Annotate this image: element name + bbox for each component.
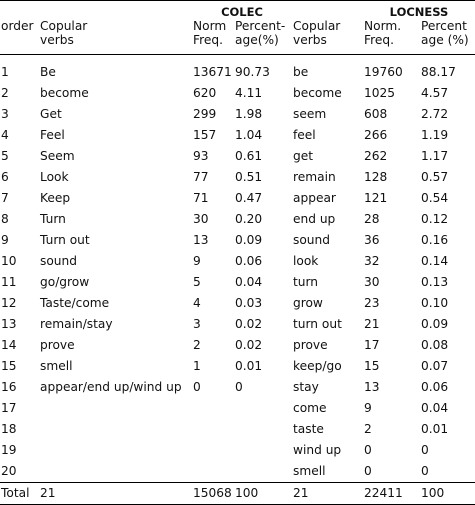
header-norm-freq-locness-line2: Freq. xyxy=(364,32,394,47)
cell-norm-freq-colec: 77 xyxy=(193,169,209,184)
cell-copular-verb-colec: appear/end up/wind up xyxy=(40,379,182,394)
cell-order: 10 xyxy=(1,253,17,268)
table-row xyxy=(0,83,475,104)
cell-norm-freq-locness: 266 xyxy=(364,127,388,142)
cell-copular-verb-colec: Seem xyxy=(40,148,75,163)
cell-order: 18 xyxy=(1,421,17,436)
cell-copular-verb-colec xyxy=(39,398,192,419)
cell-norm-freq-locness: 21 xyxy=(364,316,380,331)
cell-copular-verb-locness: turn xyxy=(293,274,319,289)
cell-percentage-locness: 0.07 xyxy=(421,358,449,373)
table-row xyxy=(0,104,475,125)
cell-copular-verb-colec: become xyxy=(40,85,89,100)
cell-norm-freq-colec: 299 xyxy=(193,106,217,121)
cell-copular-verb-colec: go/grow xyxy=(40,274,90,289)
cell-order: 9 xyxy=(1,232,9,247)
cell-percentage-colec: 0.51 xyxy=(235,169,263,184)
cell-copular-verb-locness: end up xyxy=(293,211,336,226)
group-header-colec: COLEC xyxy=(221,5,263,19)
cell-copular-verb-locness: sound xyxy=(293,232,330,247)
cell-order: 6 xyxy=(1,169,9,184)
cell-norm-freq-locness: 13 xyxy=(364,379,380,394)
cell-copular-verb-colec: Turn out xyxy=(40,232,90,247)
group-spacer-verb xyxy=(39,1,192,20)
cell-order: 8 xyxy=(1,211,9,226)
header-copular-verbs-locness xyxy=(292,20,363,55)
cell-percentage-locness: 0.10 xyxy=(421,295,449,310)
cell-norm-freq-locness: 2 xyxy=(364,421,372,436)
header-percentage-colec-line2: age(%) xyxy=(235,32,279,47)
cell-order: 15 xyxy=(1,358,17,373)
group-spacer-verb2 xyxy=(292,1,363,20)
table-footer xyxy=(0,483,475,505)
cell-copular-verb-locness: seem xyxy=(293,106,327,121)
cell-order: 17 xyxy=(1,400,17,415)
total-percentage-colec: 100 xyxy=(234,483,292,505)
cell-order: 20 xyxy=(1,463,17,478)
table-row xyxy=(0,167,475,188)
total-count-colec: 21 xyxy=(39,483,192,505)
total-label: Total xyxy=(0,483,39,505)
cell-norm-freq-locness: 262 xyxy=(364,148,388,163)
cell-norm-freq-colec: 9 xyxy=(193,253,201,268)
cell-percentage-colec: 90.73 xyxy=(235,64,270,79)
cell-order: 5 xyxy=(1,148,9,163)
table-row xyxy=(0,272,475,293)
table-row xyxy=(0,335,475,356)
cell-norm-freq-colec xyxy=(192,398,234,419)
table-row xyxy=(0,461,475,483)
cell-norm-freq-colec: 0 xyxy=(193,379,201,394)
table-row xyxy=(0,251,475,272)
cell-order: 4 xyxy=(1,127,9,142)
header-percentage-colec-line1: Percent- xyxy=(235,19,286,33)
cell-order: 14 xyxy=(1,337,17,352)
cell-norm-freq-locness: 23 xyxy=(364,295,380,310)
cell-percentage-colec: 0 xyxy=(235,379,243,394)
cell-percentage-colec: 0.02 xyxy=(235,337,263,352)
cell-norm-freq-colec: 157 xyxy=(193,127,217,142)
cell-norm-freq-colec: 5 xyxy=(193,274,201,289)
cell-norm-freq-locness: 17 xyxy=(364,337,380,352)
cell-norm-freq-locness: 9 xyxy=(364,400,372,415)
table-row xyxy=(0,125,475,146)
cell-percentage-colec: 0.61 xyxy=(235,148,263,163)
total-freq-colec: 15068 xyxy=(192,483,234,505)
cell-norm-freq-colec: 13 xyxy=(193,232,209,247)
cell-norm-freq-locness: 30 xyxy=(364,274,380,289)
cell-order: 3 xyxy=(1,106,9,121)
cell-norm-freq-colec: 93 xyxy=(193,148,209,163)
cell-percentage-colec: 1.04 xyxy=(235,127,263,142)
header-copular-verbs-locness-line1: Copular xyxy=(293,19,341,33)
cell-percentage-locness: 0.09 xyxy=(421,316,449,331)
cell-percentage-locness: 0 xyxy=(421,463,429,478)
cell-norm-freq-locness: 121 xyxy=(364,190,388,205)
header-norm-freq-locness xyxy=(363,20,420,55)
cell-copular-verb-locness: become xyxy=(293,85,342,100)
cell-norm-freq-locness: 28 xyxy=(364,211,380,226)
cell-percentage-locness: 0.13 xyxy=(421,274,449,289)
cell-copular-verb-colec: Taste/come xyxy=(40,295,110,310)
table-header xyxy=(0,1,475,55)
header-copular-verbs xyxy=(39,20,192,55)
table-body xyxy=(0,55,475,483)
cell-copular-verb-locness: stay xyxy=(293,379,319,394)
cell-percentage-colec: 0.04 xyxy=(235,274,263,289)
total-count-locness: 21 xyxy=(292,483,363,505)
cell-copular-verb-locness: wind up xyxy=(293,442,342,457)
cell-percentage-locness: 0.01 xyxy=(421,421,449,436)
cell-copular-verb-colec xyxy=(39,461,192,483)
table-row xyxy=(0,188,475,209)
table-row xyxy=(0,398,475,419)
cell-percentage-locness: 0.12 xyxy=(421,211,449,226)
cell-percentage-colec: 0.03 xyxy=(235,295,263,310)
cell-norm-freq-locness: 128 xyxy=(364,169,388,184)
header-copular-verbs-locness-line2: verbs xyxy=(293,32,327,47)
cell-percentage-locness: 0.14 xyxy=(421,253,449,268)
cell-norm-freq-colec xyxy=(192,461,234,483)
header-percentage-locness-line1: Percent xyxy=(421,19,467,33)
cell-percentage-colec: 0.09 xyxy=(235,232,263,247)
cell-order: 12 xyxy=(1,295,17,310)
cell-norm-freq-colec: 2 xyxy=(193,337,201,352)
total-percentage-locness: 100 xyxy=(420,483,475,505)
header-norm-freq-colec xyxy=(192,20,234,55)
table-row xyxy=(0,55,475,84)
header-order xyxy=(0,20,39,55)
header-norm-freq-colec-line2: Freq. xyxy=(193,32,223,47)
cell-copular-verb-locness: taste xyxy=(293,421,324,436)
table-row xyxy=(0,440,475,461)
total-freq-locness: 22411 xyxy=(363,483,420,505)
cell-copular-verb-colec: remain/stay xyxy=(40,316,113,331)
cell-order: 19 xyxy=(1,442,17,457)
cell-norm-freq-locness: 32 xyxy=(364,253,380,268)
cell-copular-verb-colec: Get xyxy=(40,106,62,121)
table-row xyxy=(0,314,475,335)
header-percentage-locness xyxy=(420,20,475,55)
cell-percentage-colec: 0.06 xyxy=(235,253,263,268)
table-row xyxy=(0,209,475,230)
cell-order: 2 xyxy=(1,85,9,100)
cell-copular-verb-colec: smell xyxy=(40,358,73,373)
cell-percentage-colec xyxy=(234,398,292,419)
cell-percentage-locness: 4.57 xyxy=(421,85,449,100)
cell-copular-verb-locness: look xyxy=(293,253,319,268)
cell-norm-freq-colec xyxy=(192,419,234,440)
cell-norm-freq-colec: 13671 xyxy=(193,64,232,79)
cell-percentage-colec xyxy=(234,440,292,461)
cell-order: 7 xyxy=(1,190,9,205)
header-copular-verbs-line1: Copular xyxy=(40,19,88,33)
cell-norm-freq-colec: 30 xyxy=(193,211,209,226)
table-row xyxy=(0,377,475,398)
cell-percentage-colec: 0.02 xyxy=(235,316,263,331)
cell-percentage-colec: 0.20 xyxy=(235,211,263,226)
cell-copular-verb-locness: keep/go xyxy=(293,358,342,373)
header-norm-freq-colec-line1: Norm xyxy=(193,19,227,33)
table-row xyxy=(0,293,475,314)
cell-percentage-colec: 4.11 xyxy=(235,85,263,100)
cell-copular-verb-locness: remain xyxy=(293,169,336,184)
cell-percentage-locness: 0.16 xyxy=(421,232,449,247)
cell-copular-verb-colec: Keep xyxy=(40,190,71,205)
cell-percentage-locness: 1.17 xyxy=(421,148,449,163)
cell-copular-verb-locness: come xyxy=(293,400,327,415)
table-row xyxy=(0,356,475,377)
header-copular-verbs-line2: verbs xyxy=(40,32,74,47)
group-header-row xyxy=(0,1,475,20)
cell-copular-verb-locness: grow xyxy=(293,295,323,310)
header-order-label: order xyxy=(1,19,34,33)
cell-percentage-locness: 0.08 xyxy=(421,337,449,352)
cell-norm-freq-colec: 1 xyxy=(193,358,201,373)
cell-norm-freq-locness: 0 xyxy=(364,442,372,457)
cell-norm-freq-colec: 620 xyxy=(193,85,217,100)
table-row xyxy=(0,230,475,251)
cell-copular-verb-colec: Feel xyxy=(40,127,65,142)
cell-norm-freq-colec: 71 xyxy=(193,190,209,205)
cell-copular-verb-locness: feel xyxy=(293,127,316,142)
cell-copular-verb-locness: get xyxy=(293,148,314,163)
cell-percentage-locness: 1.19 xyxy=(421,127,449,142)
cell-copular-verb-locness: smell xyxy=(293,463,326,478)
cell-percentage-colec: 0.47 xyxy=(235,190,263,205)
cell-copular-verb-locness: be xyxy=(293,64,309,79)
cell-percentage-locness: 0.04 xyxy=(421,400,449,415)
cell-norm-freq-locness: 0 xyxy=(364,463,372,478)
cell-norm-freq-locness: 36 xyxy=(364,232,380,247)
group-header-locness: LOCNESS xyxy=(389,5,449,19)
cell-copular-verb-colec: sound xyxy=(40,253,77,268)
cell-percentage-colec: 0.01 xyxy=(235,358,263,373)
cell-percentage-locness: 0.06 xyxy=(421,379,449,394)
cell-norm-freq-colec: 3 xyxy=(193,316,201,331)
cell-percentage-colec xyxy=(234,461,292,483)
cell-copular-verb-colec: Look xyxy=(40,169,69,184)
cell-percentage-locness: 0.54 xyxy=(421,190,449,205)
group-spacer-order xyxy=(0,1,39,20)
cell-percentage-locness: 0 xyxy=(421,442,429,457)
header-percentage-locness-line2: age (%) xyxy=(421,32,469,47)
cell-order: 11 xyxy=(1,274,17,289)
cell-order: 1 xyxy=(1,64,9,79)
cell-norm-freq-colec xyxy=(192,440,234,461)
cell-copular-verb-colec xyxy=(39,440,192,461)
cell-percentage-colec xyxy=(234,419,292,440)
cell-copular-verb-locness: prove xyxy=(293,337,328,352)
total-row xyxy=(0,483,475,505)
cell-order: 13 xyxy=(1,316,17,331)
cell-copular-verb-colec: Be xyxy=(40,64,56,79)
cell-copular-verb-locness: turn out xyxy=(293,316,342,331)
table-row xyxy=(0,419,475,440)
table-row xyxy=(0,146,475,167)
cell-norm-freq-locness: 608 xyxy=(364,106,388,121)
cell-percentage-locness: 88.17 xyxy=(421,64,456,79)
column-header-row xyxy=(0,20,475,55)
cell-copular-verb-colec: prove xyxy=(40,337,75,352)
cell-copular-verb-colec: Turn xyxy=(40,211,66,226)
header-percentage-colec xyxy=(234,20,292,55)
cell-norm-freq-locness: 15 xyxy=(364,358,380,373)
cell-norm-freq-locness: 19760 xyxy=(364,64,403,79)
cell-order: 16 xyxy=(1,379,17,394)
cell-copular-verb-locness: appear xyxy=(293,190,336,205)
cell-percentage-locness: 0.57 xyxy=(421,169,449,184)
cell-norm-freq-locness: 1025 xyxy=(364,85,396,100)
cell-percentage-colec: 1.98 xyxy=(235,106,263,121)
header-norm-freq-locness-line1: Norm. xyxy=(364,19,402,33)
cell-norm-freq-colec: 4 xyxy=(193,295,201,310)
cell-copular-verb-colec xyxy=(39,419,192,440)
cell-percentage-locness: 2.72 xyxy=(421,106,449,121)
